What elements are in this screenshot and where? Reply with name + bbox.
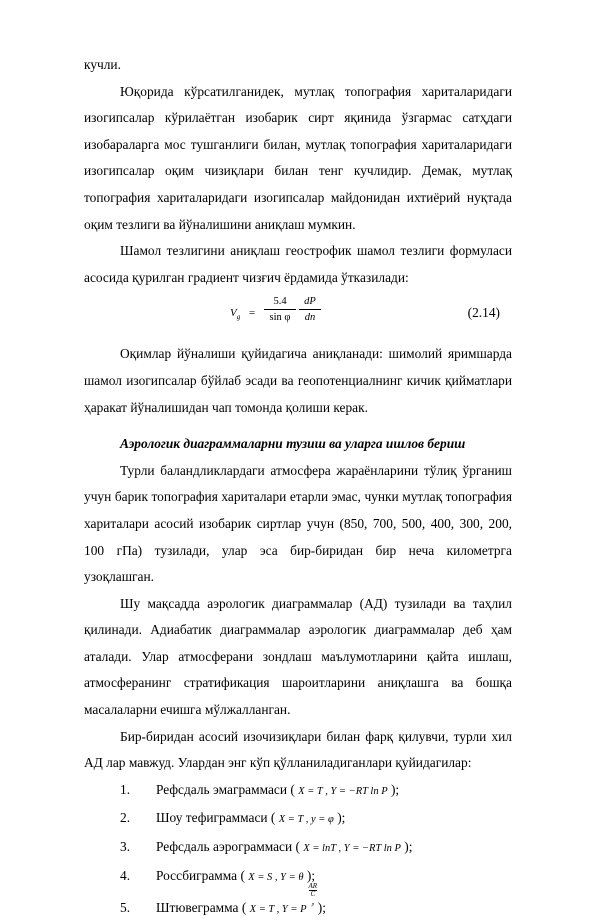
paragraph-0: кучли. xyxy=(84,57,121,72)
formula-lhs: $V_g$ xyxy=(230,307,241,322)
page-content xyxy=(84,52,512,924)
formula-2-14 xyxy=(84,293,512,341)
list-item: 4. Россбиграмма ( X = S , Y = θ ); xyxy=(120,867,316,883)
paragraph-6: Бир-биридан асосий изочизиқлари билан фарқ қилувчи, турли хил АД лар мавжуд. Улардан энг кўп қўлланиладиганлари қуйидагилар: xyxy=(84,728,512,771)
paragraph-1: Юқорида кўрсатилганидек, мутлақ топография хариталаридаги изогипсалар кўрилаётган изобарик сирт яқинида ўзгармас сатҳдаги изобараларга мос тушганлиги билан, мутлақ топография хариталаридаги изогипсалар оқим чизиқлари билан тенг кучлидир. Демак, мутлақ топография хариталаридаги изогипсалар майдонидан ихтиёрий нуқтада оқим тезлиги ва йўналишини аниқлаш мумкин. xyxy=(84,83,512,232)
section-heading: Аэрологик диаграммаларни тузиш ва уларга ишлов бериш xyxy=(120,436,466,452)
list-item: 3. Рефсдаль аэрограммаси ( X = lnT , Y = −RT ln P ); xyxy=(120,839,413,855)
paragraph-3: Оқимлар йўналиши қуйидагича аниқланади: шимолий яримшарда шамол изогипсалар бўйлаб эсади ва геопотенциалнинг кичик қийматлари ҳаракат йўналишидан чап томонда қолиши керак. xyxy=(84,346,512,415)
list-item: 1. Рефсдаль эмаграммаси ( X = T , Y = −RT ln P ); xyxy=(120,781,400,797)
paragraph-5: Шу мақсадда аэрологик диаграммалар (АД) тузилади ва таҳлил қилинади. Адиабатик диаграммалар аэрологик диаграммалар деб ҳам аталади. Улар атмосферани зондлаш маълумотларини қайта ишлаш, атмосферанинг стратификация шароитларини аниқлашга ва бошқа масалаларни ечишга мўлжалланган. xyxy=(84,595,512,718)
formula-fraction-gradient: $\frac{dP}{dn}$ xyxy=(299,295,321,325)
formula-fraction-coefficient: $\frac{5.4}{\text{sin φ}}$ xyxy=(264,295,296,325)
formula-number: (2.14) xyxy=(467,305,500,321)
diagram-list xyxy=(84,777,512,924)
formula-equals: = xyxy=(249,307,256,320)
list-item: 5. Штювеграмма ( X = T , Y = P AR C $_p$ ); xyxy=(84,895,512,924)
exponent: AR C $_p$ xyxy=(308,882,318,908)
list-item: 2. Шоу тефиграммаси ( X = T , y = φ ); xyxy=(120,810,346,826)
paragraph-2: Шамол тезлигини аниқлаш геострофик шамол тезлиги формуласи асосида қурилган градиент чизғич ёрдамида ўтказилади: xyxy=(84,243,512,285)
paragraph-4: Турли баландликлардаги атмосфера жараёнларини тўлиқ ўрганиш учун барик топография хариталари етарли эмас, чунки мутлақ топография хариталари асосий изобарик сиртлар учун (850, 700, 500, 400, 300, 200, 100 гПа) тузилади, улар эса бир-биридан бир неча километрга узоқлашган. xyxy=(84,462,512,585)
